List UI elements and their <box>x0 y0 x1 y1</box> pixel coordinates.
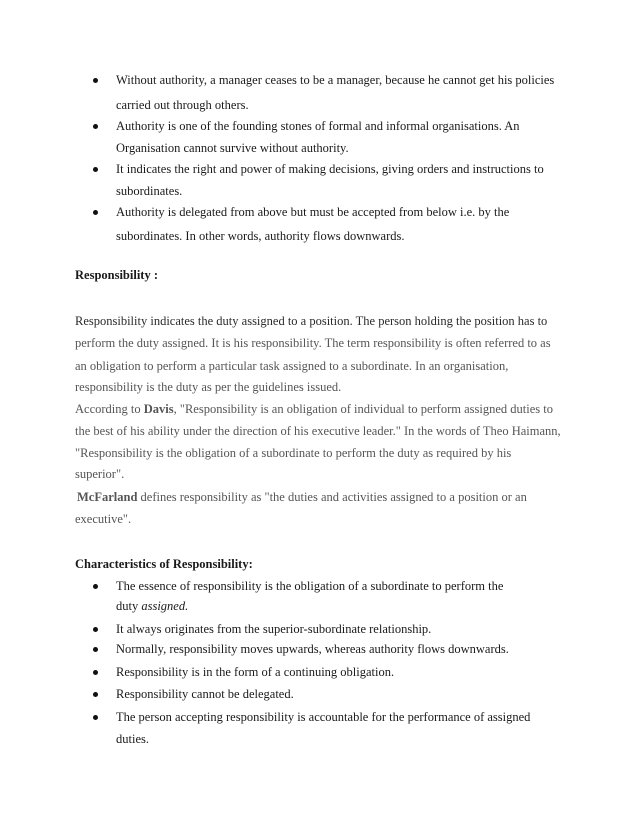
bullet-dot-icon <box>93 627 98 632</box>
list-item-line: Responsibility cannot be delegated. <box>116 687 294 701</box>
mcfarland-quote-line <box>77 489 527 505</box>
mcfarland-quote-text: defines responsibility as "the duties and activities assigned to a position or an <box>137 490 527 504</box>
bullet-dot-icon <box>93 647 98 652</box>
bullet-dot-icon <box>93 584 98 589</box>
bullet-dot-icon <box>93 210 98 215</box>
paragraph-line: superior". <box>75 467 125 481</box>
list-item-line: The essence of responsibility is the obligation of a subordinate to perform the <box>116 579 504 593</box>
paragraph-line: "Responsibility is the obligation of a subordinate to perform the duty as required by his <box>75 446 512 460</box>
list-item-line: duties. <box>116 732 149 746</box>
bullet-dot-icon <box>93 670 98 675</box>
list-item-line: The person accepting responsibility is accountable for the performance of assigned <box>116 710 531 724</box>
list-item-line: Responsibility is in the form of a continuing obligation. <box>116 665 395 679</box>
characteristics-heading: Characteristics of Responsibility: <box>75 557 253 571</box>
bullet-dot-icon <box>93 124 98 129</box>
list-item-line <box>116 598 188 614</box>
bullet-dot-icon <box>93 167 98 172</box>
list-item-line: Without authority, a manager ceases to be a manager, because he cannot get his policies <box>116 73 555 87</box>
list-item-line: It indicates the right and power of making decisions, giving orders and instructions to <box>116 162 544 176</box>
list-item-line: carried out through others. <box>116 98 249 112</box>
davis-prefix: According to <box>75 402 144 416</box>
list-item-line: Authority is delegated from above but must be accepted from below i.e. by the <box>116 205 510 219</box>
paragraph-line: Responsibility indicates the duty assigned to a position. The person holding the position has to <box>75 314 548 328</box>
list-item-line: It always originates from the superior-subordinate relationship. <box>116 622 432 636</box>
paragraph-line: an obligation to perform a particular task assigned to a subordinate. In an organisation, <box>75 359 509 373</box>
paragraph-line: the best of his ability under the direction of his executive leader." In the words of Theo Haimann, <box>75 424 561 438</box>
list-item-line: subordinates. <box>116 184 183 198</box>
paragraph-line: perform the duty assigned. It is his responsibility. The term responsibility is often referred to as <box>75 336 551 350</box>
paragraph-line: responsibility is the duty as per the guidelines issued. <box>75 380 342 394</box>
bullet-dot-icon <box>93 692 98 697</box>
list-item-line: subordinates. In other words, authority flows downwards. <box>116 229 405 243</box>
davis-name: Davis <box>143 402 174 416</box>
list-item-text: duty <box>116 599 142 613</box>
list-item-line: Normally, responsibility moves upwards, whereas authority flows downwards. <box>116 642 509 656</box>
mcfarland-name: McFarland <box>77 490 138 504</box>
list-item-italic-text: assigned. <box>141 599 189 613</box>
list-item-line: Organisation cannot survive without authority. <box>116 141 349 155</box>
bullet-dot-icon <box>93 78 98 83</box>
list-item-line: Authority is one of the founding stones of formal and informal organisations. An <box>116 119 520 133</box>
davis-quote-line <box>75 401 553 417</box>
paragraph-line: executive". <box>75 512 132 526</box>
davis-quote-text: , "Responsibility is an obligation of individual to perform assigned duties to <box>173 402 553 416</box>
bullet-dot-icon <box>93 715 98 720</box>
responsibility-heading: Responsibility : <box>75 268 159 282</box>
